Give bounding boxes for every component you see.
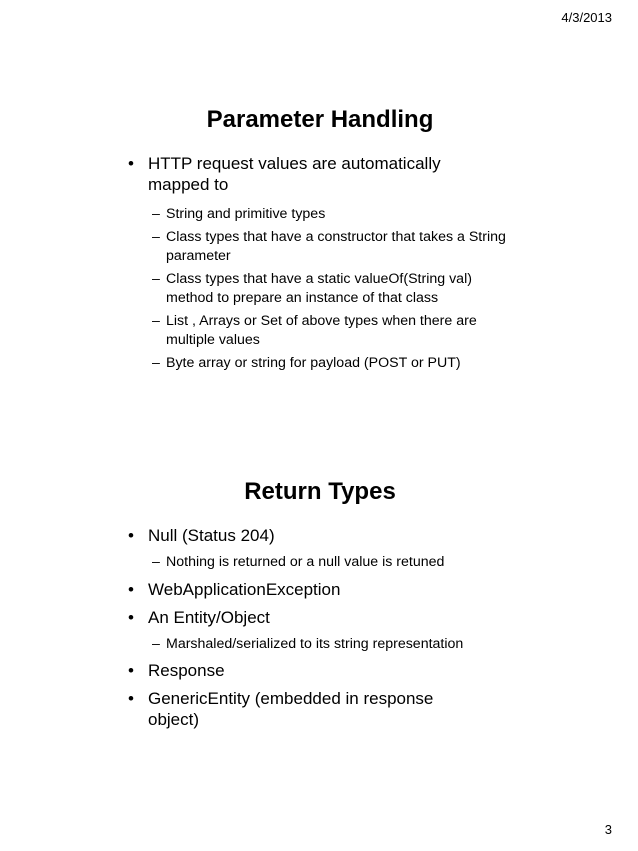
sub-bullet-list: [0, 205, 638, 373]
bullet-text: • HTTP request values are automatically mapped to: [0, 153, 458, 195]
bullet-item: [0, 579, 638, 600]
sub-bullet-item: – Nothing is returned or a null value is retuned: [0, 553, 506, 573]
slide-title: Return Types: [244, 478, 396, 505]
bullet-text: • An Entity/Object: [0, 607, 458, 628]
slide-parameter-handling: [0, 103, 638, 376]
sub-bullet-list: [0, 635, 638, 655]
bullet-list: [0, 153, 638, 373]
bullet-text: • GenericEntity (embedded in response object): [0, 688, 458, 730]
sub-bullet-item: – Marshaled/serialized to its string representation: [0, 635, 506, 655]
bullet-list: [0, 525, 638, 730]
slide-title: Parameter Handling: [206, 106, 434, 133]
bullet-text: • WebApplicationException: [0, 579, 458, 600]
sub-bullet-list: [0, 553, 638, 573]
slide-return-types: [0, 475, 638, 737]
bullet-item: [0, 153, 638, 373]
sub-bullet-item: – List , Arrays or Set of above types when there are multiple values: [0, 312, 506, 351]
sub-bullet-item: – String and primitive types: [0, 205, 506, 225]
bullet-text: • Response: [0, 660, 458, 681]
bullet-text: • Null (Status 204): [0, 525, 458, 546]
bullet-item: [0, 688, 638, 730]
sub-bullet-item: – Class types that have a constructor that takes a String parameter: [0, 228, 506, 267]
bullet-item: [0, 607, 638, 655]
page-number: 3: [604, 822, 612, 837]
sub-bullet-item: – Class types that have a static valueOf(String val) method to prepare an instance of that class: [0, 270, 506, 309]
date-label: 4/3/2013: [561, 10, 612, 25]
bullet-item: [0, 660, 638, 681]
bullet-item: [0, 525, 638, 573]
sub-bullet-item: – Byte array or string for payload (POST or PUT): [0, 354, 506, 374]
